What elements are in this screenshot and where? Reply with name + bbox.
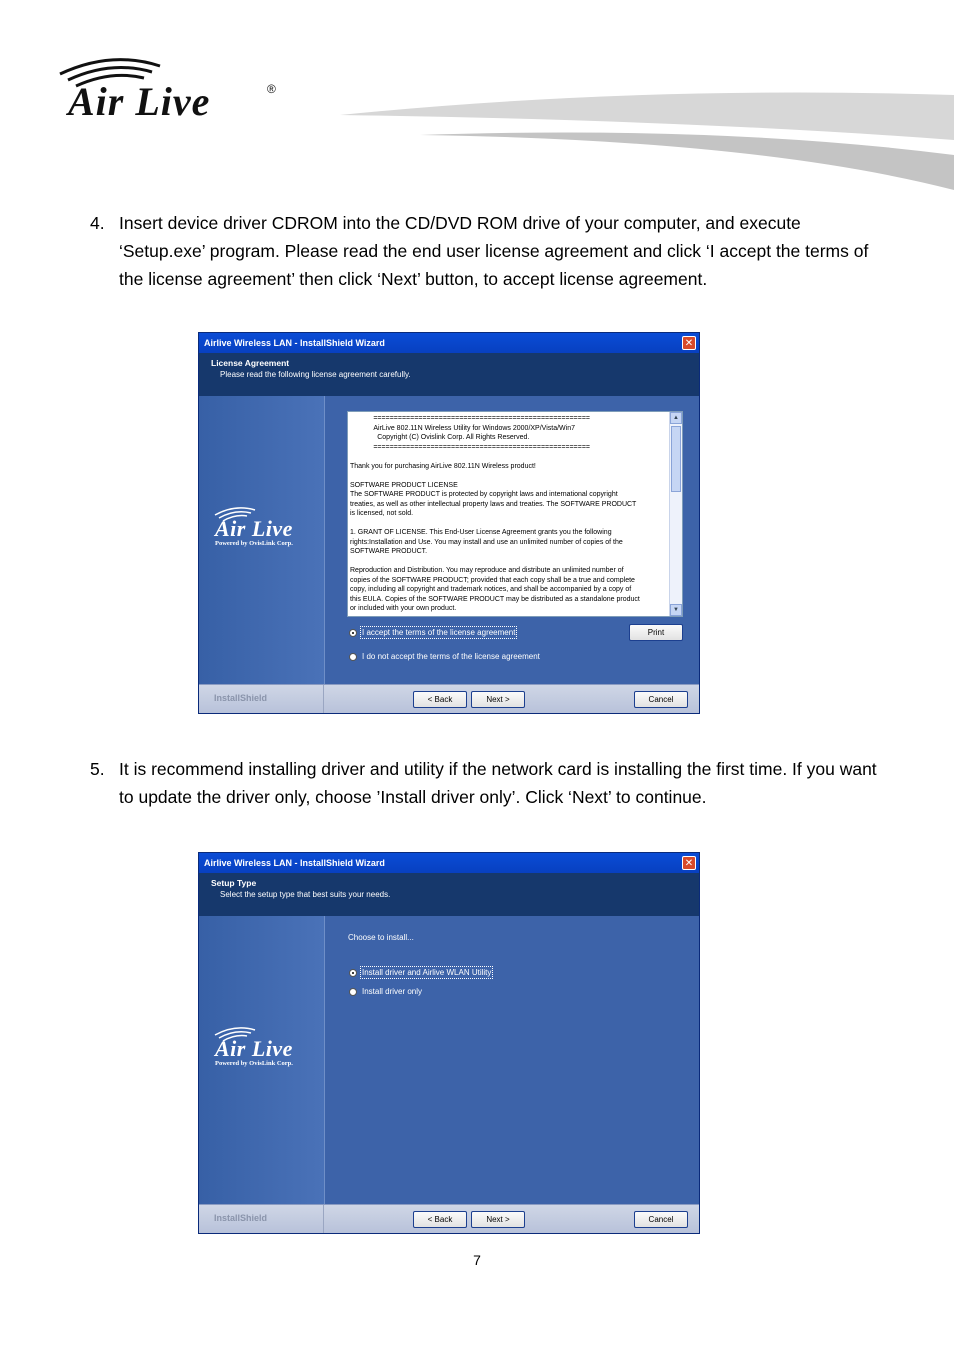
header-subtitle: Please read the following license agreement carefully. bbox=[220, 370, 411, 379]
cancel-button[interactable]: Cancel bbox=[634, 691, 688, 708]
airlive-logo bbox=[52, 52, 292, 127]
brand-text: Air Live bbox=[215, 516, 293, 541]
close-button[interactable]: ✕ bbox=[682, 336, 696, 350]
license-agreement-dialog bbox=[198, 332, 700, 714]
logo-text: Air Live bbox=[68, 79, 211, 124]
footer-divider bbox=[323, 1205, 324, 1233]
decline-radio[interactable] bbox=[349, 653, 357, 661]
dialog-title: Airlive Wireless LAN - InstallShield Wizard bbox=[199, 853, 699, 873]
header-title: Setup Type bbox=[211, 878, 257, 888]
header-subtitle: Select the setup type that best suits your needs. bbox=[220, 890, 391, 899]
header-swoosh-decoration bbox=[340, 80, 954, 195]
footer-divider bbox=[323, 685, 324, 713]
scroll-down-icon[interactable]: ▼ bbox=[670, 604, 682, 616]
accept-label[interactable]: I accept the terms of the license agreement bbox=[362, 628, 516, 637]
sidebar-logo bbox=[215, 1036, 293, 1067]
print-button[interactable]: Print bbox=[629, 624, 683, 641]
step-5 bbox=[90, 755, 880, 811]
installshield-label: InstallShield bbox=[214, 1213, 268, 1223]
close-button[interactable]: ✕ bbox=[682, 856, 696, 870]
page-number: 7 bbox=[473, 1252, 481, 1268]
registered-mark: ® bbox=[267, 82, 276, 96]
license-text: ===================================================== AirLive 802.11N Wireless Utility for Windows 2000/XP/Vista/Win7 Copyright (C) Ovislink Corp. All Rights Reserved. ===================================================== Thank you for purchasing AirLive 802.11N Wireless product! SOFTWARE PRODUCT LICENSE The SOFTWARE PRODUCT is protected by copyright laws and international copyright treaties, as well as other intellectual property laws and treaties. The SOFTWARE PRODUCT is licensed, not sold. 1. GRANT OF LICENSE. This End-User License Agreement grants you the following rights:Installation and Use. You may install and use an unlimited number of copies of the SOFTWARE PRODUCT. Reproduction and Distribution. You may reproduce and distribute an unlimited number of copies of the SOFTWARE PRODUCT; provided that each copy shall be a true and complete copy, including all copyright and trademark notices, and shall be accompanied by a copy of this EULA. Copies of the SOFTWARE PRODUCT may be distributed as a standalone product or included with your own product. bbox=[350, 415, 640, 612]
decline-label[interactable]: I do not accept the terms of the license agreement bbox=[362, 652, 540, 661]
choose-label: Choose to install... bbox=[348, 933, 414, 942]
option-driver-only-radio[interactable] bbox=[349, 988, 357, 996]
next-button[interactable]: Next > bbox=[471, 1211, 525, 1228]
accept-radio[interactable] bbox=[349, 629, 357, 637]
step-number: 5. bbox=[90, 759, 105, 779]
step-text: It is recommend installing driver and utility if the network card is installing the first time. If you want to update the driver only, choose ’Install driver only’. Click ‘Next’ to continue. bbox=[119, 759, 877, 807]
step-number: 4. bbox=[90, 213, 105, 233]
license-scrollbar[interactable] bbox=[669, 412, 682, 616]
dialog-footer bbox=[199, 1204, 699, 1233]
next-button[interactable]: Next > bbox=[471, 691, 525, 708]
step-text: Insert device driver CDROM into the CD/DVD ROM drive of your computer, and execute ‘Setup.exe’ program. Please read the end user license agreement and click ‘I accept the terms of the license agreement’ then click ‘Next’ button, to accept license agreement. bbox=[119, 213, 869, 289]
license-text-area[interactable] bbox=[347, 411, 683, 617]
scroll-up-icon[interactable]: ▲ bbox=[670, 412, 682, 424]
sidebar-branding bbox=[199, 916, 325, 1205]
installshield-label: InstallShield bbox=[214, 693, 268, 703]
powered-by-text: Powered by OvisLink Corp. bbox=[215, 540, 293, 547]
dialog-footer bbox=[199, 684, 699, 713]
scroll-thumb[interactable] bbox=[671, 426, 681, 492]
powered-by-text: Powered by OvisLink Corp. bbox=[215, 1060, 293, 1067]
cancel-button[interactable]: Cancel bbox=[634, 1211, 688, 1228]
sidebar-branding bbox=[199, 396, 325, 685]
option-driver-only-label[interactable]: Install driver only bbox=[362, 987, 423, 996]
dialog-title: Airlive Wireless LAN - InstallShield Wizard bbox=[199, 333, 699, 353]
step-4 bbox=[90, 209, 880, 293]
back-button[interactable]: < Back bbox=[413, 691, 467, 708]
dialog-header bbox=[199, 873, 699, 916]
setup-type-dialog bbox=[198, 852, 700, 1234]
brand-text: Air Live bbox=[215, 1036, 293, 1061]
dialog-header bbox=[199, 353, 699, 396]
sidebar-logo bbox=[215, 516, 293, 547]
option-driver-utility-label[interactable]: Install driver and Airlive WLAN Utility bbox=[362, 968, 492, 977]
header-title: License Agreement bbox=[211, 358, 290, 368]
back-button[interactable]: < Back bbox=[413, 1211, 467, 1228]
option-driver-utility-radio[interactable] bbox=[349, 969, 357, 977]
